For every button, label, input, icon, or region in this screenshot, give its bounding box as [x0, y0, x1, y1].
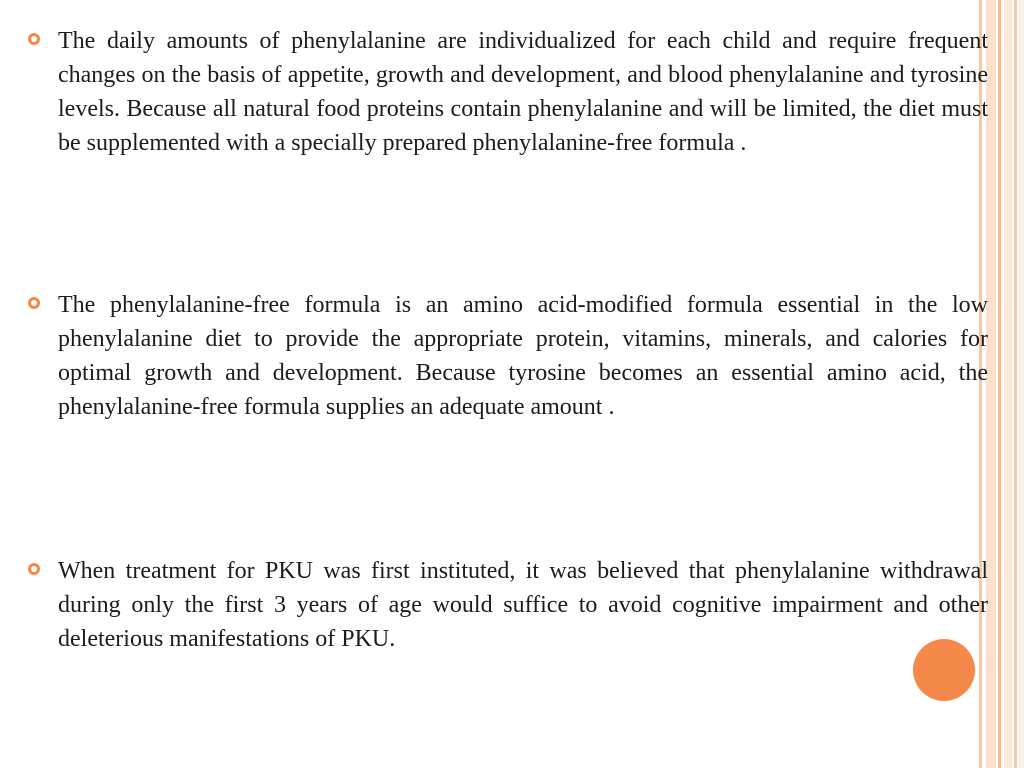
bullet-item [28, 554, 988, 656]
decorative-stripe [998, 0, 1001, 768]
decorative-stripe [1014, 0, 1017, 768]
bullet-text: The phenylalanine-free formula is an amino acid-modified formula essential in the low phenylalanine diet to provide the appropriate protein, vitamins, minerals, and calories for optimal growth and development. Because tyrosine becomes an essential amino acid, the phenylalanine-free formula supplies an adequate amount . [58, 292, 988, 420]
decorative-stripe [1004, 0, 1012, 768]
bullet-ring-icon [28, 297, 40, 309]
bullet-ring-icon [28, 563, 40, 575]
bullet-ring-icon [28, 33, 40, 45]
bullet-text: When treatment for PKU was first instituted, it was believed that phenylalanine withdrawal during only the first 3 years of age would suffice to avoid cognitive impairment and other deleterious manifestations of PKU. [58, 558, 988, 652]
bullet-item [28, 288, 988, 424]
decorative-stripe [1019, 0, 1024, 768]
orange-circle-icon [913, 639, 975, 701]
bullet-text: The daily amounts of phenylalanine are individualized for each child and require frequent changes on the basis of appetite, growth and development, and blood phenylalanine and tyrosine levels. Because all natural food proteins contain phenylalanine and will be limited, the diet must be supplemented with a specially prepared phenylalanine-free formula . [58, 28, 988, 156]
bullet-item [28, 24, 988, 160]
